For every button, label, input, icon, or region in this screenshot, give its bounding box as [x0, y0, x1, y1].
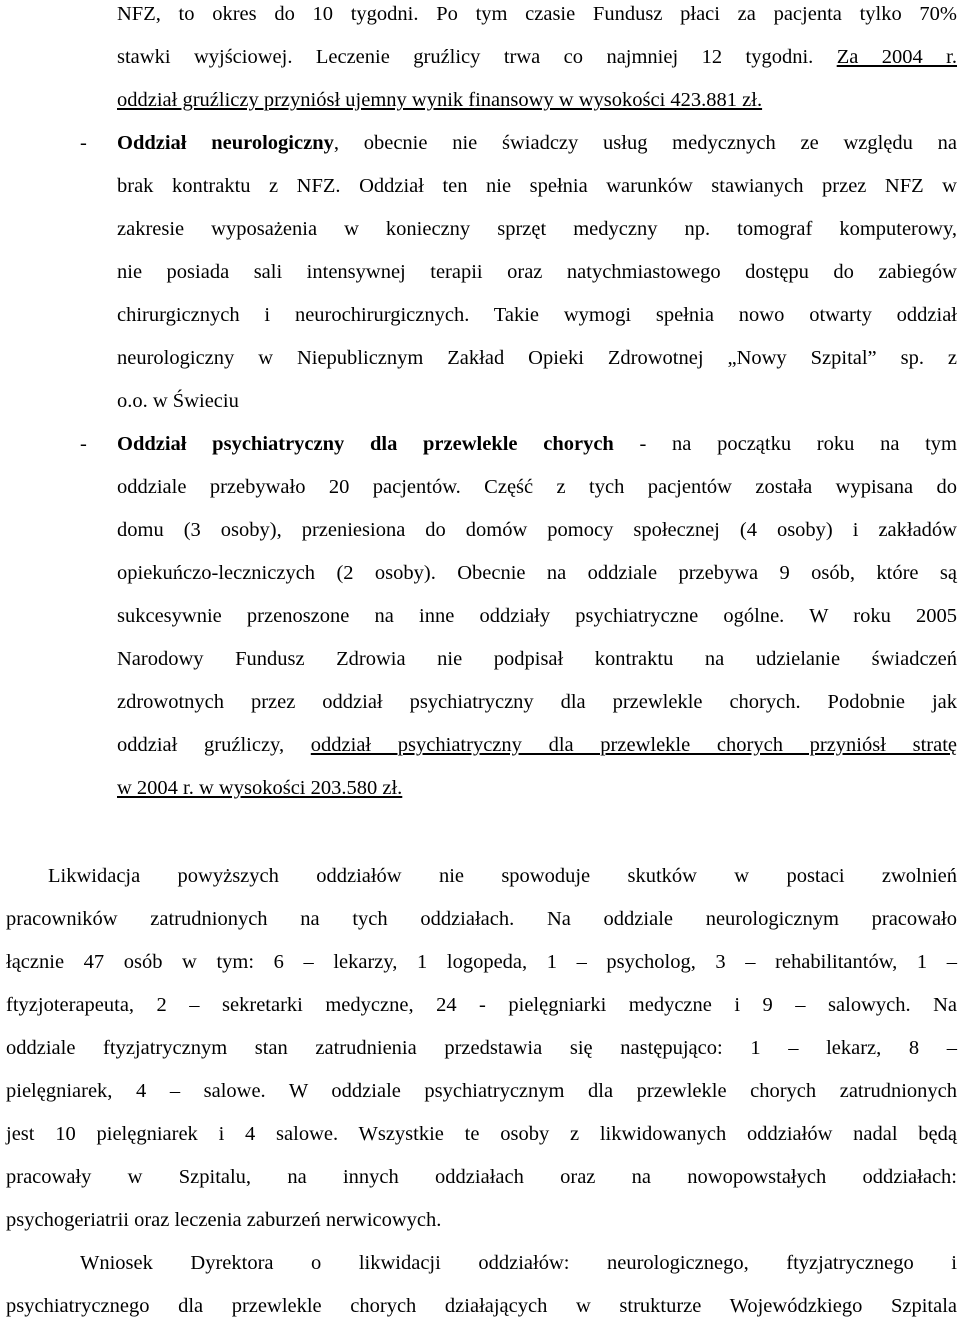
- text-line: [117, 690, 957, 714]
- text-line: [6, 950, 957, 974]
- text-line: [48, 864, 957, 888]
- bold-heading: Oddział neurologiczny: [117, 132, 334, 154]
- text-line: [117, 2, 957, 26]
- text-segment: oddział gruźliczy,: [117, 734, 311, 756]
- text-line: [117, 647, 957, 671]
- text-line: [117, 604, 957, 628]
- text-segment: Wniosek Dyrektora o likwidacji oddziałów: neurologicznego, ftyzjatrycznego i: [80, 1252, 957, 1274]
- underlined-text-line: [117, 776, 402, 800]
- text-segment: stawki wyjściowej. Leczenie gruźlicy trwa co najmniej 12 tygodni.: [117, 46, 837, 68]
- text-line: [117, 561, 957, 585]
- text-segment: nie posiada sali intensywnej terapii oraz natychmiastowego dostępu do zabiegów: [117, 261, 957, 283]
- text-line: [6, 1165, 957, 1189]
- text-segment: pielęgniarek, 4 – salowe. W oddziale psychiatrycznym dla przewlekle chorych zatrudnionych: [6, 1080, 957, 1102]
- text-line: [117, 260, 957, 284]
- text-segment: opiekuńczo-leczniczych (2 osoby). Obecnie na oddziale przebywa 9 osób, które są: [117, 562, 957, 584]
- text-line: [117, 174, 957, 198]
- text-line: [117, 217, 957, 241]
- text-segment: Oddział ten nie spełnia warunków stawianych przez NFZ w: [359, 175, 957, 197]
- text-line: [117, 303, 957, 327]
- text-segment: jest 10 pielęgniarek i 4 salowe. Wszystkie te osoby z likwidowanych oddziałów nadal będą: [6, 1123, 957, 1145]
- text-line: [117, 432, 957, 456]
- text-line: [117, 346, 957, 370]
- text-line: [6, 1208, 441, 1232]
- text-segment: oddziale przebywało 20 pacjentów. Część z tych pacjentów została wypisana do: [117, 476, 957, 498]
- text-segment: - na początku roku na tym: [613, 433, 958, 455]
- text-line: [117, 131, 957, 155]
- text-segment: NFZ, to okres do 10 tygodni. Po tym czasie Fundusz płaci za pacjenta tylko 70%: [117, 3, 957, 25]
- text-segment: neurologiczny w Niepublicznym Zakład Opieki Zdrowotnej „Nowy Szpital” sp. z: [117, 347, 957, 369]
- text-segment: , obecnie nie świadczy usług medycznych ze względu na: [333, 132, 957, 154]
- text-segment: Likwidacja powyższych oddziałów nie spowoduje skutków w postaci zwolnień: [48, 865, 957, 887]
- text-segment: Narodowy Fundusz Zdrowia nie podpisał kontraktu na udzielanie świadczeń: [117, 648, 957, 670]
- text-line: [117, 475, 957, 499]
- text-line: [117, 389, 239, 413]
- text-segment: ftyzjoterapeuta, 2 – sekretarki medyczne, 24 - pielęgniarki medyczne i 9 – salowych. Na: [6, 994, 957, 1016]
- text-segment: chirurgicznych i neurochirurgicznych. Takie wymogi spełnia nowo otwarty oddział: [117, 304, 957, 326]
- text-line: [6, 907, 957, 931]
- underlined-text: oddział psychiatryczny dla przewlekle chorych przyniósł stratę: [310, 734, 957, 756]
- text-segment: w 2004 r. w wysokości 203.580 zł.: [117, 777, 403, 799]
- text-segment: pracowników zatrudnionych na tych oddziałach. Na oddziale neurologicznym pracowało: [6, 908, 957, 930]
- underlined-text: Za 2004 r.: [836, 46, 957, 68]
- text-segment: psychiatrycznego dla przewlekle chorych działających w strukturze Wojewódzkiego Szpitala: [6, 1295, 957, 1317]
- text-line: [6, 1036, 957, 1060]
- text-segment: brak kontraktu z NFZ.: [117, 175, 360, 197]
- text-segment: o.o. w Świeciu: [117, 390, 239, 412]
- text-line: [6, 1294, 957, 1318]
- text-segment: zakresie wyposażenia w konieczny sprzęt medyczny np. tomograf komputerowy,: [117, 218, 957, 240]
- text-line: [117, 518, 957, 542]
- underlined-text-line: [117, 88, 762, 112]
- bold-heading: Oddział psychiatryczny dla przewlekle chorych: [117, 433, 614, 455]
- text-segment: sukcesywnie przenoszone na inne oddziały psychiatryczne ogólne. W roku 2005: [117, 605, 957, 627]
- text-segment: pracowały w Szpitalu, na innych oddziałach oraz na nowopowstałych oddziałach:: [6, 1166, 957, 1188]
- bullet-dash: -: [80, 433, 87, 455]
- text-line: [6, 993, 957, 1017]
- text-line: [6, 1079, 957, 1103]
- bullet-dash: -: [80, 132, 87, 154]
- text-segment: domu (3 osoby), przeniesiona do domów pomocy społecznej (4 osoby) i zakładów: [117, 519, 957, 541]
- text-segment: psychogeriatrii oraz leczenia zaburzeń nerwicowych.: [6, 1209, 442, 1231]
- text-segment: zdrowotnych przez oddział psychiatryczny dla przewlekle chorych. Podobnie jak: [117, 691, 957, 713]
- text-line: [6, 1122, 957, 1146]
- text-segment: oddział gruźliczy przyniósł ujemny wynik finansowy w wysokości 423.881 zł.: [117, 89, 763, 111]
- text-line: [117, 733, 957, 757]
- text-line: [117, 45, 957, 69]
- text-segment: oddziale ftyzjatrycznym stan zatrudnienia przedstawia się następująco: 1 – lekarz, 8 –: [6, 1037, 957, 1059]
- text-segment: łącznie 47 osób w tym: 6 – lekarzy, 1 logopeda, 1 – psycholog, 3 – rehabilitantów, 1 –: [6, 951, 957, 973]
- text-line: [80, 1251, 957, 1275]
